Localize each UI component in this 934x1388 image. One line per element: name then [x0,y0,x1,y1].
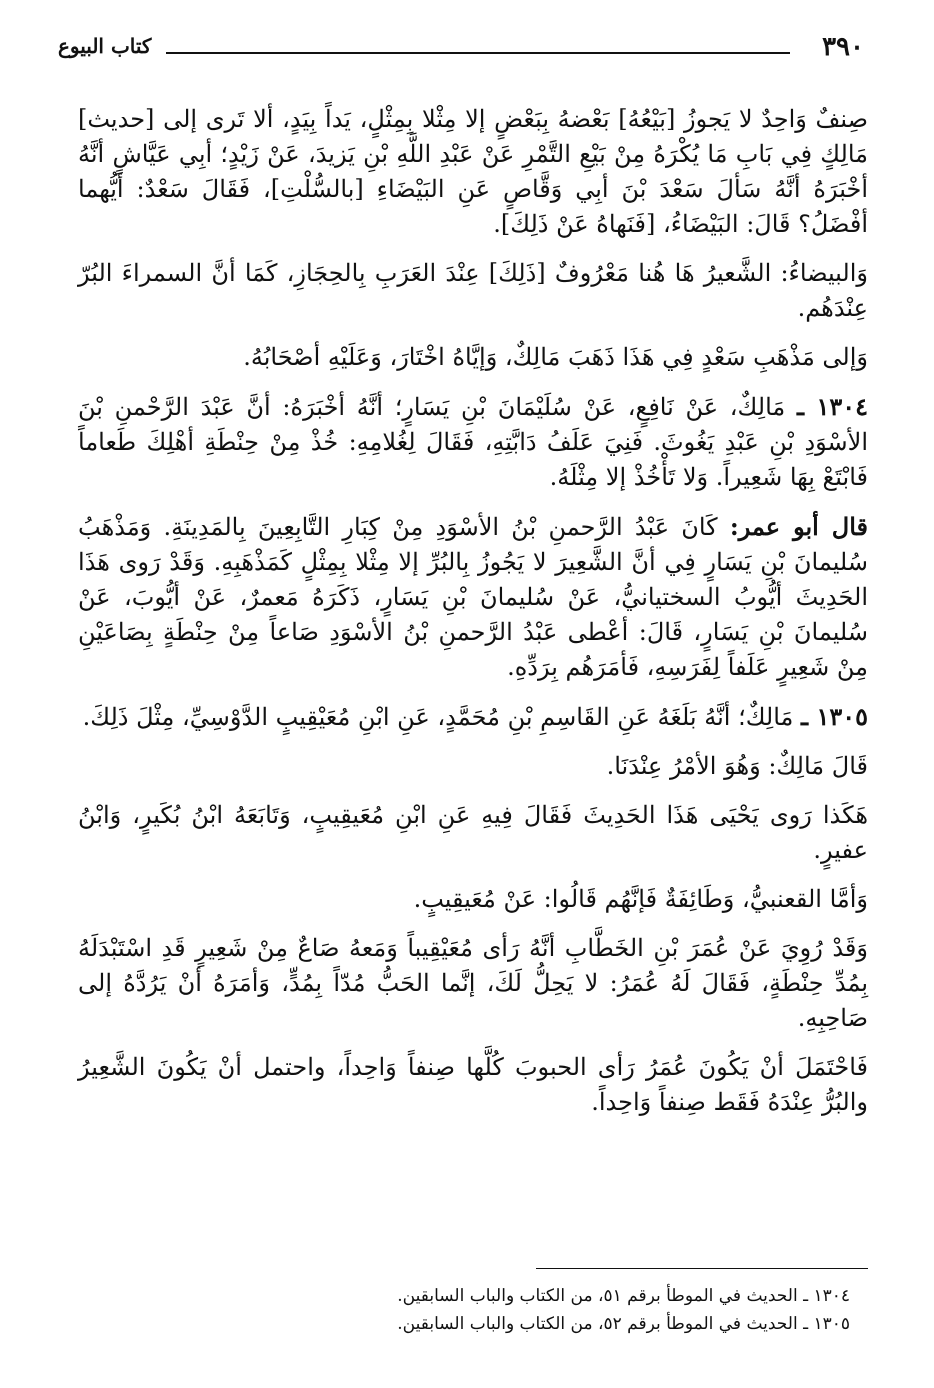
paragraph-text: كَانَ عَبْدُ الرَّحمنِ بْنُ الأسْوَدِ مِنْ كِبَارِ التَّابِعِينَ بِالمَدِينَةِ. وَمَذْهَبُ سُليمانَ بْنِ يَسَارٍ فِي أنَّ الشَّعِيرَ لا يَجُوزُ بِالبُرِّ إلا مِثْلا بِمِثْلٍ كَمَذْهَبِهِ. وَقَدْ رَوى هَذَا الحَدِيثَ أيُّوبُ السختيانيُّ، عَنْ سُليمانَ بْنِ يَسَارٍ، ذَكَرَهُ مَعمرٌ، عَنْ أيُّوبَ، عَنْ سُليمانَ بْنِ يَسَارٍ، قَالَ: أعْطى عَبْدُ الرَّحمنِ بْنُ الأسْوَدِ صَاعاً مِنْ حِنْطَةٍ بِصَاعَيْنِ مِنْ شَعِيرٍ عَلَفاً لِفَرَسِهِ، فَأمَرَهُم بِرَدِّهِ. [78,513,868,681]
paragraph [78,931,868,1036]
paragraph [78,340,868,375]
footnotes [78,1282,850,1338]
page-number: ٣٩٠ [822,32,864,62]
paragraph-text: وَالبيضاءُ: الشَّعيرُ هَا هُنا مَعْرُوفٌ [ذَلِكَ] عِنْدَ العَرَبِ بِالحِجَازِ، كَمَا أنَّ السمراءَ البُرّ عِنْدَهُم. [78,259,868,322]
header-rule [166,52,790,54]
paragraph [78,102,868,242]
paragraph [78,798,868,868]
paragraph-text: قَالَ مَالِكٌ: وَهُوَ الأمْرُ عِنْدَنَا. [606,752,868,780]
footnote: ١٣٠٥ ـ الحديث في الموطأ برقم ٥٢، من الكتاب والباب السابقين. [397,1314,850,1334]
page-header [58,30,864,70]
paragraph-text: وَأمَّا القعنبيُّ، وَطَائِفَةٌ فَإنَّهُم قَالُوا: عَنْ مُعَيقِيبٍ. [413,885,868,913]
speaker-label: قال أبو عمر: [729,512,868,541]
paragraph [78,882,868,917]
paragraph [78,256,868,326]
paragraph-text: صِنفٌ وَاحِدٌ لا يَجوزُ [بَيْعُهُ] بَعْضهُ بِبَعْضٍ إلا مِثْلا بِمِثْلٍ، يَداً بِيَدٍ، ألا تَرى إلى [حديث] مَالِكٍ فِي بَابِ مَا يُكْرَهُ مِنْ بَيْعِ التَّمْرِ عَنْ عَبْدِ اللَّهِ بْنِ يَزيدَ، عَنْ زَيْدٍ؛ أبِي عَيَّاشٍ أنَّهُ أخْبَرَهُ أنَّهُ سَألَ سَعْدَ بْنَ أبِي وَقَّاصٍ عَنِ البَيْضَاءِ [بالسُّلْتِ]، فَقَالَ سَعْدٌ: أيُّهما أفْضَلُ؟ قَالَ: البَيْضَاءُ، [فَنَهاهُ عَنْ ذَلِكَ]. [78,105,868,238]
footnote: ١٣٠٤ ـ الحديث في الموطأ برقم ٥١، من الكتاب والباب السابقين. [397,1286,850,1306]
hadith-number: ١٣٠٥ ـ [801,702,868,731]
paragraph-text: وَإلى مَذْهَبِ سَعْدٍ فِي هَذَا ذَهَبَ مَالِكٌ، وَإيَّاهُ اخْتَارَ، وَعَلَيْهِ أصْحَابُهُ. [243,343,868,371]
hadith-number: ١٣٠٤ ـ [796,392,868,421]
paragraph-text: فَاحْتَمَلَ أنْ يَكُونَ عُمَرُ رَأى الحبوبَ كُلَّها صِنفاً وَاحِداً، واحتمل أنْ يَكُونَ الشَّعِيرُ والبُرُّ عِنْدَهُ فَقَط صِنفاً وَاحِداً. [78,1053,868,1116]
paragraph [78,389,868,495]
paragraph [78,509,868,685]
paragraph [78,749,868,784]
main-text [78,102,868,1134]
paragraph-text: مَالِكٌ؛ أنَّهُ بَلَغَهُ عَنِ القَاسِمِ بْنِ مُحَمَّدٍ، عَنِ ابْنِ مُعَيْقِيبٍ الدَّوْسِيِّ، مِثْلَ ذَلِكَ. [82,703,794,731]
paragraph [78,699,868,735]
paragraph-text: مَالِكٌ، عَنْ نَافِعٍ، عَنْ سُلَيْمَانَ بْنِ يَسَارٍ؛ أنَّهُ أخْبَرَهُ: أنَّ عَبْدَ الرَّحْمنِ بْنَ الأسْوَدِ بْنِ عَبْدِ يَغُوثَ. فَنِيَ عَلَفُ دَابَّتِهِ، فَقَالَ لِغُلامِهِ: خُذْ مِنْ حِنْطَةِ أهْلِكَ طَعاماً فَابْتَعْ بِهَا شَعِيراً. وَلا تَأْخُذْ إلا مِثْلَهُ. [78,393,868,491]
paragraph [78,1050,868,1120]
paragraph-text: هَكَذا رَوى يَحْيَى هَذَا الحَدِيثَ فَقَالَ فِيهِ عَنِ ابْنِ مُعَيقِيبٍ، وَتَابَعَهُ ابْنُ بُكَيرٍ، وَابْنُ عفيرٍ. [78,801,868,864]
book-title: كتاب البيوع [58,34,152,58]
paragraph-text: وَقَدْ رُوِيَ عَنْ عُمَرَ بْنِ الخَطَّابِ أنَّهُ رَأى مُعَيْقِيباً وَمَعهُ صَاعٌ مِنْ شَعِيرٍ قَدِ اسْتَبْدَلَهُ بِمُدِّ حِنْطَةٍ، فَقَالَ لَهُ عُمَرُ: لا يَحِلُّ لَكَ، إنَّما الحَبُّ مُدّاً بِمُدٍّ، وَأمَرَهُ أنْ يَرُدَّهُ إلى صَاحِبِهِ. [78,934,868,1032]
footnote-rule [536,1268,868,1269]
